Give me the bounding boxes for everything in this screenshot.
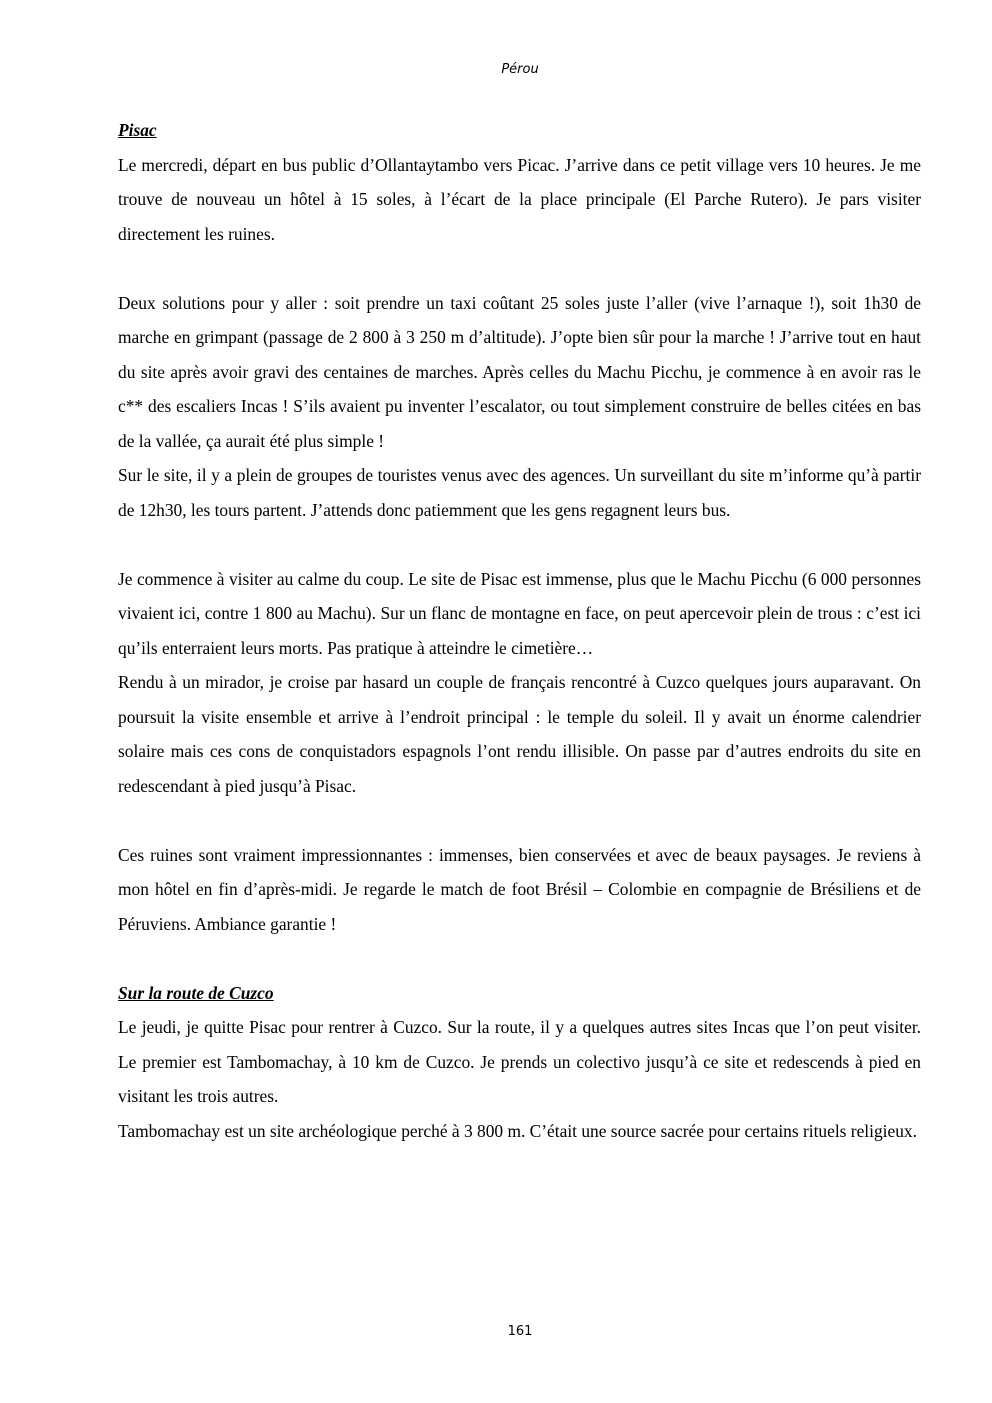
paragraph-gap xyxy=(118,527,921,562)
running-header: Pérou xyxy=(501,62,539,77)
paragraph-gap xyxy=(118,251,921,286)
paragraph: Ces ruines sont vraiment impressionnantes : immenses, bien conservées et avec de beaux paysages. Je reviens à mon hôtel en fin d’après-midi. Je regarde le match de foot Brésil – Colombie en compagnie de Brésiliens et de Péruviens. Ambiance garantie ! xyxy=(118,844,921,934)
paragraph: Je commence à visiter au calme du coup. Le site de Pisac est immense, plus que le Machu Picchu (6 000 personnes vivaient ici, contre 1 800 au Machu). Sur un flanc de montagne en face, on peut apercevoir plein de trous : c’est ici qu’ils enterraient leurs morts. Pas pratique à atteindre le cimetière… xyxy=(118,568,921,658)
paragraph: Deux solutions pour y aller : soit prendre un taxi coûtant 25 soles juste l’aller (vive l’arnaque !), soit 1h30 de marche en grimpant (passage de 2 800 à 3 250 m d’altitude). J’opte bien sûr pour la marche ! J’arrive tout en haut du site après avoir gravi des centaines de marches. Après celles du Machu Picchu, je commence à en avoir ras le c** des escaliers Incas ! S’ils avaient pu inventer l’escalator, ou tout simplement construire de belles citées en bas de la vallée, ça aurait été plus simple ! xyxy=(118,292,921,451)
paragraph-gap xyxy=(118,803,921,838)
paragraph: Sur le site, il y a plein de groupes de touristes venus avec des agences. Un surveillant du site m’informe qu’à partir de 12h30, les tours partent. J’attends donc patiemment que les gens regagnent leurs bus. xyxy=(118,465,921,520)
section-heading-pisac: Pisac xyxy=(118,120,157,140)
paragraph: Rendu à un mirador, je croise par hasard un couple de français rencontré à Cuzco quelques jours auparavant. On poursuit la visite ensemble et arrive à l’endroit principal : le temple du soleil. Il y avait un énorme calendrier solaire mais ces cons de conquistadors espagnols l’ont rendu illisible. On passe par d’autres endroits du site en redescendant à pied jusqu’à Pisac. xyxy=(118,672,921,796)
paragraph: Tambomachay est un site archéologique perché à 3 800 m. C’était une source sacrée pour certains rituels religieux. xyxy=(118,1120,917,1141)
paragraph: Le mercredi, départ en bus public d’Ollantaytambo vers Picac. J’arrive dans ce petit village vers 10 heures. Je me trouve de nouveau un hôtel à 15 soles, à l’écart de la place principale (El Parche Rutero). Je pars visiter directement les ruines. xyxy=(118,154,921,244)
paragraph: Le jeudi, je quitte Pisac pour rentrer à Cuzco. Sur la route, il y a quelques autres sites Incas que l’on peut visiter. Le premier est Tambomachay, à 10 km de Cuzco. Je prends un colectivo jusqu’à ce site et redescends à pied en visitant les trois autres. xyxy=(118,1017,921,1106)
section-heading-route-cuzco: Sur la route de Cuzco xyxy=(118,982,274,1003)
paragraph-gap xyxy=(118,941,921,976)
page-number: 161 xyxy=(507,1324,533,1339)
page-body xyxy=(118,113,921,1148)
